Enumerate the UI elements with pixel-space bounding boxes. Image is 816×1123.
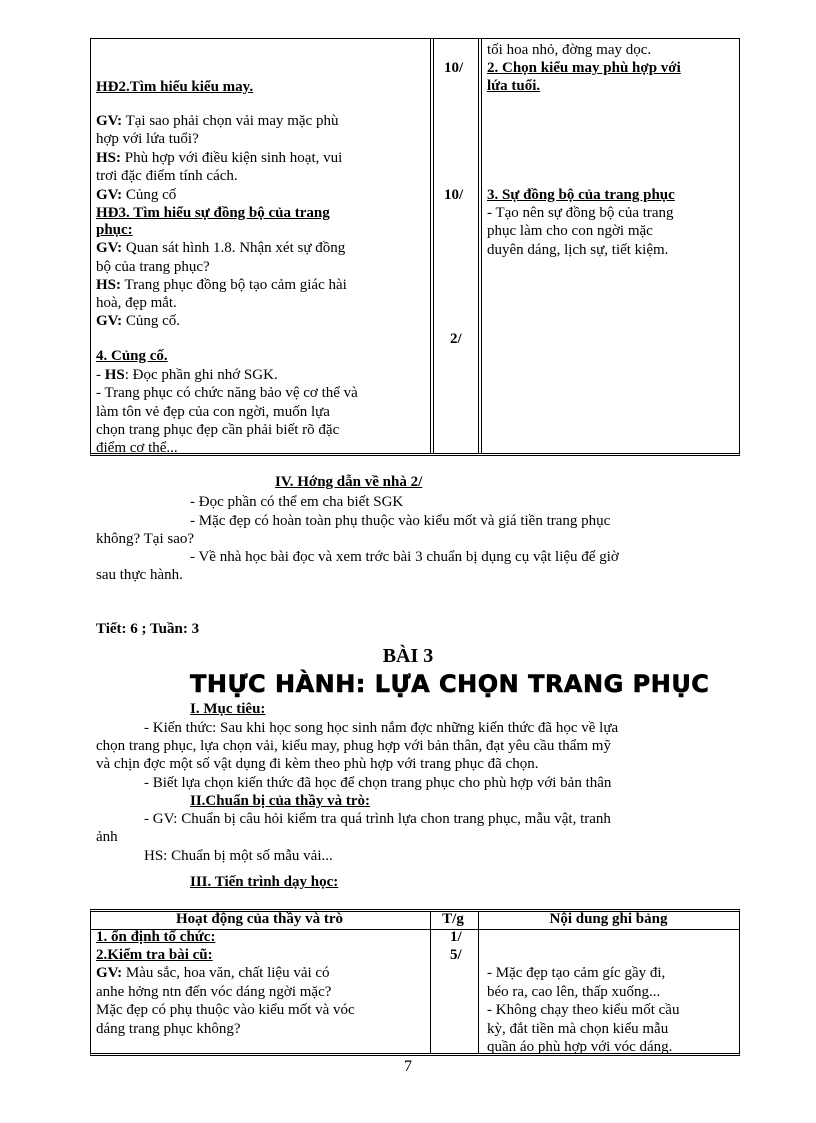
text-line: làm tôn vẻ đẹp của con ngời, muốn lựa [96, 404, 330, 420]
text-line: GV: Củng cố. [96, 313, 181, 329]
text-line: - HS: Đọc phần ghi nhớ SGK. [96, 367, 278, 383]
text-line: tối hoa nhỏ, đờng may dọc. [487, 42, 652, 58]
column-divider [433, 39, 434, 453]
column-header: Hoạt động của thầy và trò [175, 911, 344, 927]
objective-line: và chịn đợc một số vật dụng đi kèm theo phù hợp với trang phục đã chọn. [96, 756, 539, 772]
page-number: 7 [404, 1058, 412, 1075]
objective-line: chọn trang phục, lựa chọn vải, kiểu may, phug hợp với bản thân, đạt yêu cầu thẩm mỹ [96, 738, 611, 754]
column-divider [430, 912, 431, 1053]
section-heading: 3. Sự đồng bộ của trang phục [487, 187, 675, 203]
text-line: HS: Phù hợp với điều kiện sinh hoạt, vui [96, 150, 343, 166]
preparation-line: - GV: Chuẩn bị câu hỏi kiểm tra quá trình lựa chon trang phục, mẫu vật, tranh [144, 811, 611, 827]
text-line: chọn trang phục đẹp cần phải biết rõ đặc [96, 422, 340, 438]
homework-line: không? Tại sao? [96, 531, 195, 547]
text-line: GV: Tại sao phải chọn vải may mặc phù [96, 113, 339, 129]
homework-heading: IV. Hớng dẫn về nhà 2/ [275, 474, 423, 490]
column-divider [481, 39, 482, 453]
text-line: GV: Củng cố [96, 187, 177, 203]
text-line: anhe hởng ntn đến vóc dáng ngời mặc? [96, 984, 332, 1000]
activity-heading: phục: [96, 222, 133, 238]
section-heading: lứa tuổi. [487, 78, 541, 94]
time-value: 2/ [450, 331, 462, 347]
text-line: trơi đặc điểm tính cách. [96, 168, 238, 184]
column-header: Nội dung ghi bảng [549, 911, 668, 927]
preparation-heading: II.Chuẩn bị của thầy và trò: [190, 793, 371, 809]
activity-heading: HĐ2.Tìm hiểu kiểu may. [96, 79, 254, 95]
text-line: GV: Quan sát hình 1.8. Nhận xét sự đồng [96, 240, 346, 256]
lesson-number: BÀI 3 [382, 645, 434, 667]
homework-line: - Về nhà học bài đọc và xem trớc bài 3 chuẩn bị dụng cụ vật liệu để giờ [190, 549, 619, 565]
homework-line: - Mặc đẹp có hoàn toàn phụ thuộc vào kiểu mốt và giá tiền trang phục [190, 513, 611, 529]
text-line: hợp với lứa tuổi? [96, 131, 199, 147]
objectives-heading: I. Mục tiêu: [190, 701, 266, 717]
text-line: phục làm cho con ngời mặc [487, 223, 653, 239]
column-divider [478, 912, 479, 1053]
column-header: T/g [442, 911, 464, 927]
text-line: béo ra, cao lên, thấp xuống... [487, 984, 661, 1000]
text-line: - Mặc đẹp tạo cảm gíc gầy đi, [487, 965, 666, 981]
text-line: hoà, đẹp mắt. [96, 295, 177, 311]
objective-line: - Biết lựa chọn kiến thức đã học để chọn trang phục cho phù hợp với bản thân [144, 775, 612, 791]
text-line: dáng trang phục không? [96, 1021, 241, 1037]
text-line: điểm cơ thể... [96, 440, 178, 456]
column-divider [478, 39, 479, 453]
text-line: - Không chạy theo kiểu mốt cầu [487, 1002, 680, 1018]
text-line: duyên dáng, lịch sự, tiết kiệm. [487, 242, 669, 258]
text-line: quần áo phù hợp với vóc dáng. [487, 1039, 673, 1055]
lesson-title: THỰC HÀNH: LỰA CHỌN TRANG PHỤC [190, 670, 710, 698]
objective-line: - Kiến thức: Sau khi học song học sinh nắm đợc những kiến thức đã học về lựa [144, 720, 619, 736]
section-heading: 4. Củng cố. [96, 348, 168, 364]
time-value: 5/ [450, 947, 462, 963]
preparation-line: HS: Chuẩn bị một số mẫu vải... [144, 848, 333, 864]
time-value: 1/ [450, 929, 462, 945]
text-line: GV: Màu sắc, hoa văn, chất liệu vải có [96, 965, 330, 981]
procedure-heading: III. Tiến trình dạy học: [190, 874, 339, 890]
time-value: 10/ [444, 187, 464, 203]
column-divider [430, 39, 431, 453]
text-line: - Trang phục có chức năng bảo vệ cơ thể và [96, 385, 358, 401]
preparation-line: ảnh [96, 829, 118, 845]
section-heading: 2.Kiểm tra bài cũ: [96, 947, 213, 963]
section-heading: 2. Chọn kiểu may phù hợp với [487, 60, 681, 76]
text-line: bộ của trang phục? [96, 259, 210, 275]
time-value: 10/ [444, 60, 464, 76]
activity-heading: HĐ3. Tìm hiểu sự đồng bộ của trang [96, 205, 330, 221]
homework-line: sau thực hành. [96, 567, 183, 583]
section-heading: 1. ổn định tổ chức: [96, 929, 216, 945]
text-line: HS: Trang phục đồng bộ tạo cảm giác hài [96, 277, 347, 293]
text-line: - Tạo nên sự đồng bộ của trang [487, 205, 674, 221]
text-line: kỳ, đắt tiền mà chọn kiểu mẫu [487, 1021, 669, 1037]
period-label: Tiết: 6 ; Tuần: 3 [96, 621, 200, 637]
homework-line: - Đọc phần có thể em cha biết SGK [190, 494, 404, 510]
text-line: Mặc đẹp có phụ thuộc vào kiểu mốt và vóc [96, 1002, 355, 1018]
